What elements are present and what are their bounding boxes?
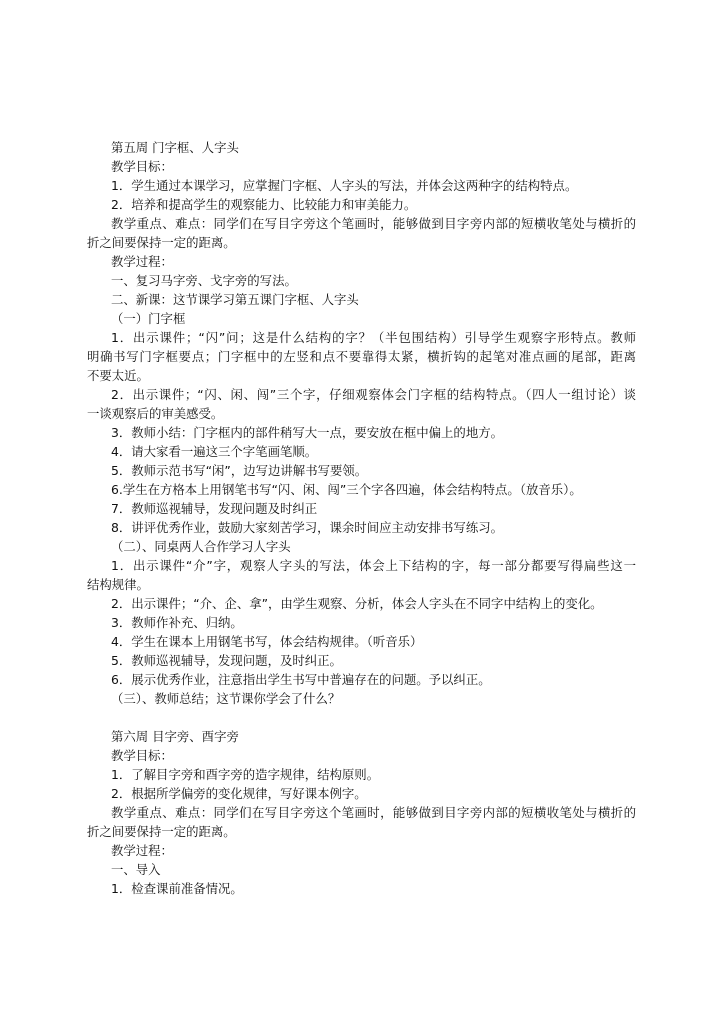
part1-step-4: 4．请大家看一遍这三个字笔画笔顺。 <box>111 444 318 459</box>
week6-objective-1: 1．了解目字旁和酉字旁的造字规律，结构原则。 <box>111 767 380 782</box>
part2-step-5: 5．教师巡视辅导，发现问题，及时纠正。 <box>111 653 342 668</box>
part1-step-2-line-1: 2．出示课件；“闪、闲、闯”三个字，仔细观察体会门字框的结构特点。（四人一组讨论）谈 <box>111 387 636 402</box>
week6-title: 第六周 目字旁、酉字旁 <box>111 729 239 744</box>
week5-summary: （三）、教师总结；这节课你学会了什么？ <box>111 691 341 706</box>
section-spacer <box>87 708 636 727</box>
part1-step-6: 6.学生在方格本上用钢笔书写“闪、闲、闯”三个字各四遍，体会结构特点。（放音乐）。 <box>111 482 582 497</box>
part2-step-1-line-1: 1．出示课件“介”字，观察人字头的写法，体会上下结构的字，每一部分都要写得扁些这一 <box>111 558 636 573</box>
part2-step-1-line-2: 结构规律。 <box>87 577 149 592</box>
part2-step-2: 2．出示课件；“介、企、拿”，由学生观察、分析，体会人字头在不同字中结构上的变化。 <box>111 596 603 611</box>
part1-step-1-line-2: 明确书写门字框要点；门字框中的左竖和点不要靠得太紧，横折钩的起笔对准点画的尾部，距离 <box>87 349 636 364</box>
lesson-plan-text <box>87 138 636 898</box>
week5-objectives-label: 教学目标： <box>111 159 173 174</box>
part1-step-1-line-3: 不要太近。 <box>87 368 149 383</box>
week5-key-points-line-2: 折之间要保持一定的距离。 <box>87 235 236 250</box>
part1-step-8: 8．讲评优秀作业，鼓励大家刻苦学习，课余时间应主动安排书写练习。 <box>111 520 503 535</box>
week6-process-label: 教学过程： <box>111 843 173 858</box>
part1-step-7: 7．教师巡视辅导，发现问题及时纠正 <box>111 501 318 516</box>
part1-heading: （一）门字框 <box>111 311 186 326</box>
week5-process-label: 教学过程： <box>111 254 173 269</box>
week5-review: 一、复习马字旁、戈字旁的写法。 <box>111 273 297 288</box>
part2-heading: （二）、同桌两人合作学习人字头 <box>111 539 291 554</box>
part2-step-6: 6．展示优秀作业，注意指出学生书写中普遍存在的问题。予以纠正。 <box>111 672 491 687</box>
week6-step-1: 1．检查课前准备情况。 <box>111 881 243 896</box>
part1-step-2-line-2: 一谈观察后的审美感受。 <box>87 406 224 421</box>
part1-step-1-line-1: 1．出示课件；“闪”问；这是什么结构的字？（半包围结构）引导学生观察字形特点。教师 <box>111 330 636 345</box>
week5-key-points-line-1: 教学重点、难点：同学们在写目字旁这个笔画时，能够做到目字旁内部的短横收笔处与横折的 <box>111 216 636 231</box>
week5-new-lesson: 二、新课：这节课学习第五课门字框、人字头 <box>111 292 359 307</box>
week6-key-points-line-1: 教学重点、难点：同学们在写目字旁这个笔画时，能够做到目字旁内部的短横收笔处与横折的 <box>111 805 636 820</box>
part1-step-3: 3．教师小结：门字框内的部件稍写大一点，要安放在框中偏上的地方。 <box>111 425 503 440</box>
week6-objectives-label: 教学目标： <box>111 748 173 763</box>
week6-intro: 一、导入 <box>111 862 161 877</box>
part1-step-5: 5．教师示范书写“闲”，边写边讲解书写要领。 <box>111 463 368 478</box>
week5-objective-1: 1．学生通过本课学习，应掌握门字框、人字头的写法，并体会这两种字的结构特点。 <box>111 178 578 193</box>
week6-objective-2: 2．根据所学偏旁的变化规律，写好课本例字。 <box>111 786 367 801</box>
part2-step-4: 4．学生在课本上用钢笔书写，体会结构规律。（听音乐） <box>111 634 423 649</box>
week5-objective-2: 2．培养和提高学生的观察能力、比较能力和审美能力。 <box>111 197 417 212</box>
week5-title: 第五周 门字框、人字头 <box>111 140 239 155</box>
week6-key-points-line-2: 折之间要保持一定的距离。 <box>87 824 236 839</box>
part2-step-3: 3．教师作补充、归纳。 <box>111 615 243 630</box>
